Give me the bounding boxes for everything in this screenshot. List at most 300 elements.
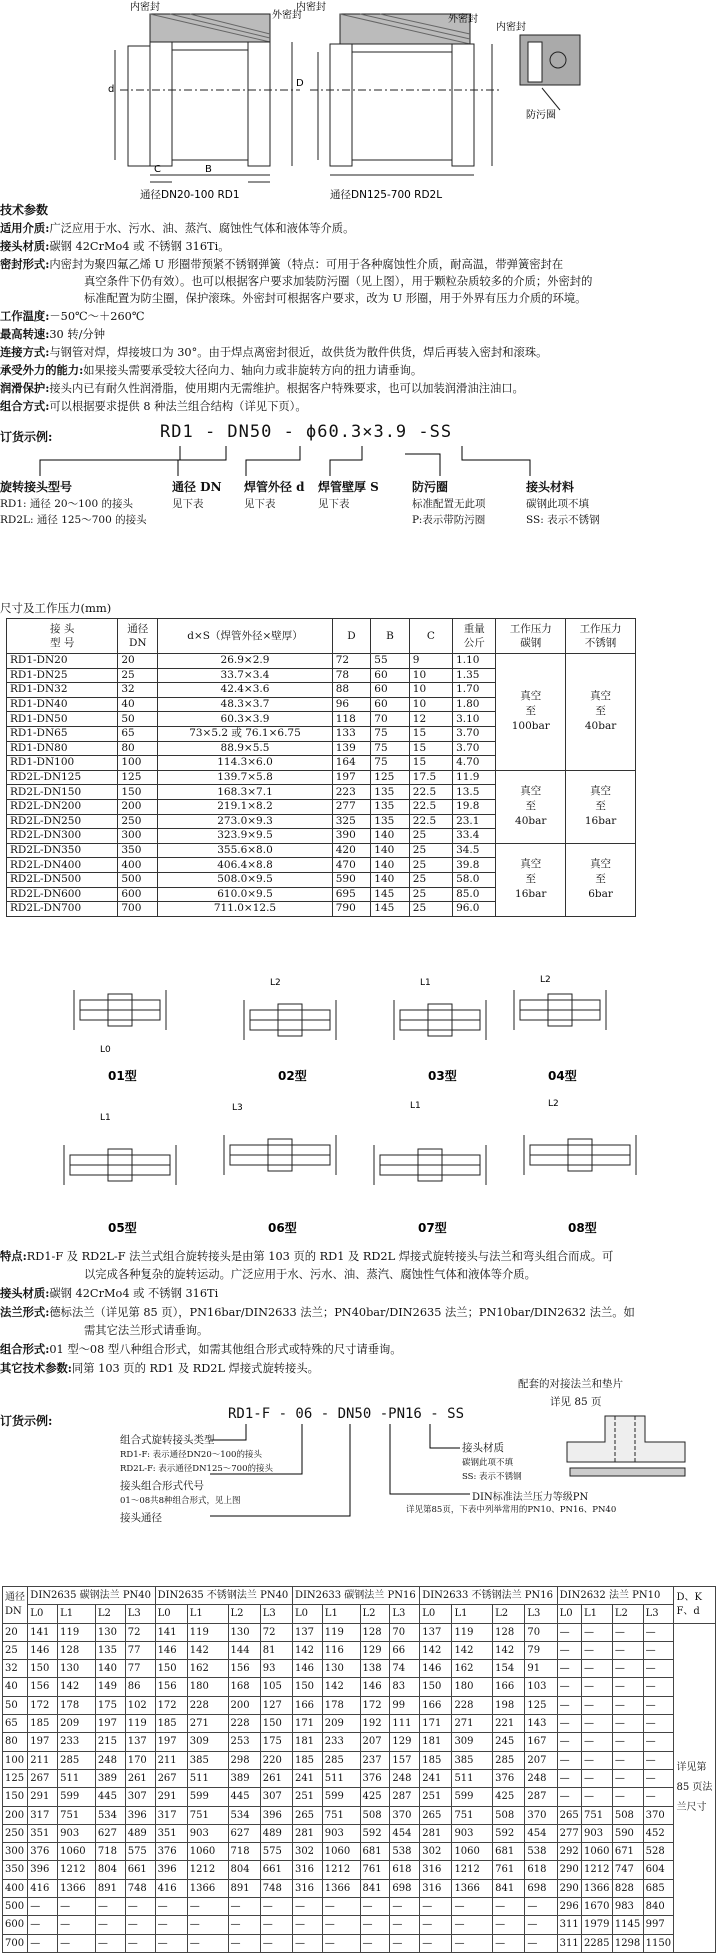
big-cell: 316 xyxy=(420,1861,452,1879)
tech-key: 适用介质: xyxy=(0,221,50,235)
spec-cell: 406.4×8.8 xyxy=(158,858,333,873)
big-cell: 511 xyxy=(187,1769,228,1787)
big-cell: 170 xyxy=(125,1751,155,1769)
big-cell: 143 xyxy=(525,1715,557,1733)
order-col-l2: RD2L: 通径 125～700 的接头 xyxy=(0,514,147,526)
big-cell: 130 xyxy=(228,1623,260,1641)
big-cell: — xyxy=(360,1898,390,1916)
big-cell: 166 xyxy=(420,1696,452,1714)
big-cell: 20 xyxy=(3,1623,28,1641)
spec-cell: 133 xyxy=(332,726,371,741)
big-cell: 1298 xyxy=(612,1934,643,1952)
type-drawing xyxy=(514,990,606,1030)
big-subheader: L3 xyxy=(643,1605,674,1623)
spec-cell: 150 xyxy=(118,785,158,800)
big-cell: — xyxy=(582,1769,613,1787)
big-cell: 718 xyxy=(95,1843,125,1861)
big-header-group: DIN2632 法兰 PN10 xyxy=(557,1587,674,1605)
spec-cell: 22.5 xyxy=(409,785,452,800)
type-dim-L3: L3 xyxy=(232,1103,243,1113)
big-cell: 396 xyxy=(28,1861,58,1879)
spec-cell: 25 xyxy=(409,829,452,844)
big-cell: 1060 xyxy=(187,1843,228,1861)
order-col-title: 接头材料 xyxy=(526,480,575,494)
big-cell: 291 xyxy=(155,1788,187,1806)
spec-cell: RD2L-DN150 xyxy=(7,785,118,800)
spec-cell: 140 xyxy=(371,858,410,873)
spec-cell: RD2L-DN600 xyxy=(7,887,118,902)
big-cell: 1060 xyxy=(58,1843,96,1861)
spec-cell: 80 xyxy=(118,741,158,756)
spec-cell: RD1-DN40 xyxy=(7,697,118,712)
spec-header-pc: 工作压力 碳钢 xyxy=(496,619,566,654)
big-cell: 997 xyxy=(643,1916,674,1934)
big-cell: 150 xyxy=(3,1788,28,1806)
big-subheader: L1 xyxy=(58,1605,96,1623)
big-row xyxy=(3,1696,716,1714)
spec-header-wt: 重量 公斤 xyxy=(453,619,496,654)
spec-cell: RD1-DN20 xyxy=(7,654,118,669)
spec-table xyxy=(6,618,636,917)
feature-row xyxy=(0,1360,712,1377)
big-cell: — xyxy=(28,1898,58,1916)
big-cell: 175 xyxy=(260,1733,292,1751)
big-cell: 454 xyxy=(390,1824,420,1842)
big-cell: 261 xyxy=(125,1769,155,1787)
big-subheader: L0 xyxy=(557,1605,581,1623)
big-cell: 528 xyxy=(643,1843,674,1861)
big-cell: 129 xyxy=(360,1641,390,1659)
type-dim-L2: L2 xyxy=(540,975,551,985)
big-cell: 200 xyxy=(228,1696,260,1714)
tech-row xyxy=(0,398,712,415)
big-cell: — xyxy=(58,1916,96,1934)
big-cell: 511 xyxy=(322,1769,360,1787)
big-cell: — xyxy=(582,1788,613,1806)
spec-cell: 23.1 xyxy=(453,814,496,829)
big-cell: — xyxy=(95,1898,125,1916)
big-cell: 290 xyxy=(557,1879,581,1897)
big-cell: 302 xyxy=(292,1843,322,1861)
big-cell: 220 xyxy=(260,1751,292,1769)
spec-cell: 277 xyxy=(332,799,371,814)
spec-cell: 1.10 xyxy=(453,654,496,669)
order-col xyxy=(412,478,486,528)
spec-cell: 15 xyxy=(409,756,452,771)
spec-cell: RD2L-DN500 xyxy=(7,872,118,887)
order-col-title: 通径 DN xyxy=(172,480,222,494)
spec-cell: RD2L-DN250 xyxy=(7,814,118,829)
form-title: 接头组合形式代号 xyxy=(120,1480,204,1492)
spec-cell: 22.5 xyxy=(409,814,452,829)
big-cell: 138 xyxy=(360,1660,390,1678)
spec-cell: 65 xyxy=(118,726,158,741)
big-cell: 129 xyxy=(390,1733,420,1751)
big-cell: — xyxy=(612,1788,643,1806)
big-cell: 599 xyxy=(452,1788,493,1806)
big-cell: — xyxy=(582,1715,613,1733)
big-cell: 146 xyxy=(292,1660,322,1678)
big-subheader: L2 xyxy=(612,1605,643,1623)
big-cell: — xyxy=(28,1934,58,1952)
mat-l2: SS: 表示不锈钢 xyxy=(462,1472,522,1482)
big-cell: 248 xyxy=(95,1751,125,1769)
big-cell: 599 xyxy=(322,1788,360,1806)
big-cell: — xyxy=(420,1934,452,1952)
big-cell: 66 xyxy=(390,1641,420,1659)
big-cell: — xyxy=(557,1623,581,1641)
big-cell: 144 xyxy=(228,1641,260,1659)
big-cell: 1366 xyxy=(452,1879,493,1897)
big-cell: 100 xyxy=(3,1751,28,1769)
type-label: 08型 xyxy=(568,1221,597,1235)
big-cell: 265 xyxy=(420,1806,452,1824)
big-cell: 156 xyxy=(28,1678,58,1696)
big-cell: — xyxy=(612,1623,643,1641)
big-cell: 228 xyxy=(228,1715,260,1733)
big-cell: 891 xyxy=(95,1879,125,1897)
big-cell: — xyxy=(260,1934,292,1952)
big-cell: 125 xyxy=(525,1696,557,1714)
spec-cell: 55 xyxy=(371,654,410,669)
big-cell: 903 xyxy=(58,1824,96,1842)
spec-header-ps: 工作压力 不锈钢 xyxy=(566,619,636,654)
big-cell: 119 xyxy=(322,1623,360,1641)
big-cell: 265 xyxy=(292,1806,322,1824)
big-cell: 903 xyxy=(322,1824,360,1842)
big-cell: 316 xyxy=(420,1879,452,1897)
spec-cell: 72 xyxy=(332,654,371,669)
big-cell: 1212 xyxy=(452,1861,493,1879)
big-cell: 253 xyxy=(228,1733,260,1751)
big-cell: 142 xyxy=(322,1678,360,1696)
spec-cell: 114.3×6.0 xyxy=(158,756,333,771)
big-cell: 197 xyxy=(95,1715,125,1733)
order-col-title: 旋转接头型号 xyxy=(0,480,73,494)
spec-cell: 508.0×9.5 xyxy=(158,872,333,887)
big-cell: 211 xyxy=(155,1751,187,1769)
spec-cell: 19.8 xyxy=(453,799,496,814)
big-cell: 508 xyxy=(612,1806,643,1824)
big-cell: 671 xyxy=(612,1843,643,1861)
big-cell: 185 xyxy=(292,1751,322,1769)
order-col-l1: 见下表 xyxy=(172,498,204,510)
features xyxy=(0,1248,712,1379)
spec-cell: 790 xyxy=(332,902,371,917)
spec-cell: 34.5 xyxy=(453,843,496,858)
big-cell: 1979 xyxy=(582,1916,613,1934)
spec-cell: 85.0 xyxy=(453,887,496,902)
big-cell: — xyxy=(360,1916,390,1934)
tech-key: 承受外力的能力: xyxy=(0,363,84,377)
big-cell: 317 xyxy=(155,1806,187,1824)
big-cell: 157 xyxy=(390,1751,420,1769)
mat-title: 接头材质 xyxy=(462,1442,504,1454)
order-heading: 订货示例: xyxy=(0,430,53,444)
big-cell: — xyxy=(582,1641,613,1659)
big-cell: 180 xyxy=(187,1678,228,1696)
tech-key: 密封形式: xyxy=(0,257,50,271)
order2-leader-lines xyxy=(0,1424,720,1564)
type-label: 04型 xyxy=(548,1069,577,1083)
dim-D: D xyxy=(296,78,304,89)
big-cell: — xyxy=(155,1934,187,1952)
big-cell: 281 xyxy=(292,1824,322,1842)
big-cell: 1366 xyxy=(322,1879,360,1897)
big-cell: 903 xyxy=(452,1824,493,1842)
type-l2: RD2L-F: 表示通径DN125～700的接头 xyxy=(120,1464,274,1474)
big-cell: 91 xyxy=(525,1660,557,1678)
tech-value: 与钢管对焊，焊接坡口为 30°。由于焊点离密封很近，故供货为散件供货，焊后再装入密封和滚珠。 xyxy=(49,346,548,359)
big-cell: 127 xyxy=(260,1696,292,1714)
feature-key: 法兰形式: xyxy=(0,1305,50,1319)
big-cell: 233 xyxy=(58,1733,96,1751)
big-cell: 285 xyxy=(322,1751,360,1769)
tech-row xyxy=(0,380,712,397)
big-cell: — xyxy=(525,1934,557,1952)
big-header-dn: 通径 DN xyxy=(3,1587,28,1624)
feature-key: 组合形式: xyxy=(0,1342,50,1356)
big-cell: 681 xyxy=(493,1843,525,1861)
spec-cell: 58.0 xyxy=(453,872,496,887)
big-subheader: L2 xyxy=(228,1605,260,1623)
tech-value: 碳钢 42CrMo4 或 不锈钢 316Ti。 xyxy=(49,240,230,253)
spec-cell: 42.4×3.6 xyxy=(158,683,333,698)
big-cell: 751 xyxy=(58,1806,96,1824)
big-cell: 511 xyxy=(452,1769,493,1787)
spec-cell: 125 xyxy=(371,770,410,785)
big-header-group: DIN2633 不锈钢法兰 PN16 xyxy=(420,1587,557,1605)
big-cell: 142 xyxy=(292,1641,322,1659)
big-cell: 661 xyxy=(260,1861,292,1879)
order2-heading: 订货示例: xyxy=(0,1414,53,1428)
big-cell: 1212 xyxy=(322,1861,360,1879)
spec-cell: 60 xyxy=(371,697,410,712)
big-cell: — xyxy=(95,1934,125,1952)
tech-value: 广泛应用于水、污水、油、蒸汽、腐蚀性气体和液体等介质。 xyxy=(49,222,355,235)
spec-cell: 75 xyxy=(371,741,410,756)
big-cell: 751 xyxy=(187,1806,228,1824)
big-cell: — xyxy=(28,1916,58,1934)
big-cell: 142 xyxy=(420,1641,452,1659)
big-cell: — xyxy=(95,1916,125,1934)
spec-row xyxy=(7,843,636,858)
big-cell: 111 xyxy=(390,1715,420,1733)
big-cell: 396 xyxy=(155,1861,187,1879)
order-col-title: 防污圈 xyxy=(412,480,449,494)
big-cell: 128 xyxy=(360,1623,390,1641)
big-cell: — xyxy=(322,1898,360,1916)
big-cell: 74 xyxy=(390,1660,420,1678)
big-cell: — xyxy=(420,1916,452,1934)
dim-C: C xyxy=(154,164,161,175)
big-cell: 600 xyxy=(3,1916,28,1934)
big-cell: — xyxy=(643,1660,674,1678)
type-drawing xyxy=(64,1145,176,1185)
order-col xyxy=(526,478,600,528)
spec-cell: 325 xyxy=(332,814,371,829)
big-cell: 135 xyxy=(95,1641,125,1659)
big-cell: 351 xyxy=(155,1824,187,1842)
big-cell: 185 xyxy=(155,1715,187,1733)
big-cell: 317 xyxy=(28,1806,58,1824)
big-cell: — xyxy=(525,1898,557,1916)
big-cell: 207 xyxy=(525,1751,557,1769)
label-inner-seal-3: 内密封 xyxy=(496,22,526,33)
big-cell: — xyxy=(125,1898,155,1916)
type-drawing xyxy=(224,1135,336,1175)
tech-row xyxy=(0,326,712,343)
big-cell: — xyxy=(612,1769,643,1787)
order-col-l1: RD1: 通径 20～100 的接头 xyxy=(0,498,133,510)
big-cell: — xyxy=(612,1660,643,1678)
big-cell: 146 xyxy=(28,1641,58,1659)
big-cell: 162 xyxy=(452,1660,493,1678)
big-cell: 40 xyxy=(3,1678,28,1696)
tech-row xyxy=(0,308,712,325)
dim-B: B xyxy=(205,164,212,175)
big-cell: 77 xyxy=(125,1641,155,1659)
big-cell: 396 xyxy=(125,1806,155,1824)
spec-cell: 25 xyxy=(409,872,452,887)
spec-cell: RD1-DN80 xyxy=(7,741,118,756)
big-cell: 618 xyxy=(390,1861,420,1879)
big-cell: — xyxy=(155,1898,187,1916)
big-cell: 215 xyxy=(95,1733,125,1751)
big-cell: — xyxy=(187,1934,228,1952)
big-cell: 489 xyxy=(260,1824,292,1842)
spec-cell: 140 xyxy=(371,843,410,858)
big-cell: 80 xyxy=(3,1733,28,1751)
big-cell: 698 xyxy=(525,1879,557,1897)
big-cell: 1366 xyxy=(582,1879,613,1897)
big-cell: 718 xyxy=(228,1843,260,1861)
spec-cell: 470 xyxy=(332,858,371,873)
big-cell: 271 xyxy=(452,1715,493,1733)
spec-cell: 25 xyxy=(118,668,158,683)
feature-value: RD1-F 及 RD2L-F 法兰式组合旋转接头是由第 103 页的 RD1 及 RD2L 焊接式旋转接头与法兰和弯头组合而成。可 xyxy=(26,1250,614,1263)
big-cell: 841 xyxy=(493,1879,525,1897)
spec-cell: RD2L-DN400 xyxy=(7,858,118,873)
big-cell: 228 xyxy=(187,1696,228,1714)
big-cell: 150 xyxy=(155,1660,187,1678)
big-row xyxy=(3,1623,716,1641)
big-cell: 162 xyxy=(187,1660,228,1678)
spec-cell: 140 xyxy=(371,872,410,887)
big-cell: 25 xyxy=(3,1641,28,1659)
big-cell: 146 xyxy=(420,1660,452,1678)
big-cell: 277 xyxy=(557,1824,581,1842)
spec-cell: 9 xyxy=(409,654,452,669)
big-row xyxy=(3,1715,716,1733)
spec-cell: 139 xyxy=(332,741,371,756)
order-col xyxy=(244,478,305,512)
big-cell: 146 xyxy=(155,1641,187,1659)
spec-cell: 323.9×9.5 xyxy=(158,829,333,844)
big-cell: 150 xyxy=(260,1715,292,1733)
spec-cell: 96.0 xyxy=(453,902,496,917)
label-inner-seal-2: 内密封 xyxy=(296,2,326,13)
tech-key: 接头材质: xyxy=(0,239,50,253)
big-cell: 1212 xyxy=(187,1861,228,1879)
big-cell: — xyxy=(557,1660,581,1678)
big-cell: 172 xyxy=(360,1696,390,1714)
big-cell: 119 xyxy=(187,1623,228,1641)
spec-cell: 40 xyxy=(118,697,158,712)
spec-cell: RD2L-DN125 xyxy=(7,770,118,785)
spec-cell: RD2L-DN700 xyxy=(7,902,118,917)
big-cell: 291 xyxy=(28,1788,58,1806)
big-row xyxy=(3,1641,716,1659)
big-cell: 1212 xyxy=(582,1861,613,1879)
dn-title: 接头通径 xyxy=(120,1512,162,1524)
big-cell: 119 xyxy=(125,1715,155,1733)
big-cell: 142 xyxy=(58,1678,96,1696)
spec-header-B: B xyxy=(371,619,410,654)
big-cell: 445 xyxy=(228,1788,260,1806)
spec-cell: 3.70 xyxy=(453,726,496,741)
big-cell: 137 xyxy=(125,1733,155,1751)
big-note: 详见第 85 页法 兰尺寸 xyxy=(674,1623,716,1952)
spec-cell: 60.3×3.9 xyxy=(158,712,333,727)
big-cell: 425 xyxy=(360,1788,390,1806)
big-cell: 400 xyxy=(3,1879,28,1897)
spec-cell: 13.5 xyxy=(453,785,496,800)
big-cell: 300 xyxy=(3,1843,28,1861)
big-cell: 804 xyxy=(228,1861,260,1879)
big-cell: 298 xyxy=(228,1751,260,1769)
big-header-group: DIN2633 碳钢法兰 PN16 xyxy=(292,1587,419,1605)
big-subheader: L0 xyxy=(420,1605,452,1623)
big-subheader: L1 xyxy=(452,1605,493,1623)
spec-cell: 600 xyxy=(118,887,158,902)
spec-cell: 22.5 xyxy=(409,799,452,814)
order-col-l2: P:表示带防污圈 xyxy=(412,514,486,526)
big-cell: — xyxy=(557,1788,581,1806)
flange-dimension-table xyxy=(2,1586,716,1953)
big-cell: 350 xyxy=(3,1861,28,1879)
order2-code: RD1-F - 06 - DN50 -PN16 - SS xyxy=(228,1406,465,1422)
big-cell: — xyxy=(582,1660,613,1678)
big-cell: 150 xyxy=(420,1678,452,1696)
big-cell: — xyxy=(582,1623,613,1641)
big-cell: 185 xyxy=(420,1751,452,1769)
big-cell: 751 xyxy=(322,1806,360,1824)
big-cell: — xyxy=(420,1898,452,1916)
type-dim-L2: L2 xyxy=(548,1099,559,1109)
big-cell: 178 xyxy=(58,1696,96,1714)
big-cell: — xyxy=(228,1934,260,1952)
big-cell: 489 xyxy=(125,1824,155,1842)
spec-cell: RD1-DN32 xyxy=(7,683,118,698)
spec-cell: 590 xyxy=(332,872,371,887)
order-col-title: 焊管壁厚 S xyxy=(318,480,379,494)
order-col-l1: 见下表 xyxy=(244,498,276,510)
feature-key: 其它技术参数: xyxy=(0,1361,72,1375)
spec-cell: 73×5.2 或 76.1×6.75 xyxy=(158,726,333,741)
big-cell: — xyxy=(557,1641,581,1659)
tech-key: 连接方式: xyxy=(0,345,50,359)
big-cell: — xyxy=(643,1769,674,1787)
type-drawing xyxy=(394,1000,486,1040)
big-cell: — xyxy=(582,1678,613,1696)
tech-heading: 技术参数 xyxy=(0,203,49,217)
big-cell: 261 xyxy=(260,1769,292,1787)
big-cell: — xyxy=(582,1733,613,1751)
big-cell: — xyxy=(493,1898,525,1916)
big-cell: — xyxy=(612,1696,643,1714)
spec-cell: 48.3×3.7 xyxy=(158,697,333,712)
